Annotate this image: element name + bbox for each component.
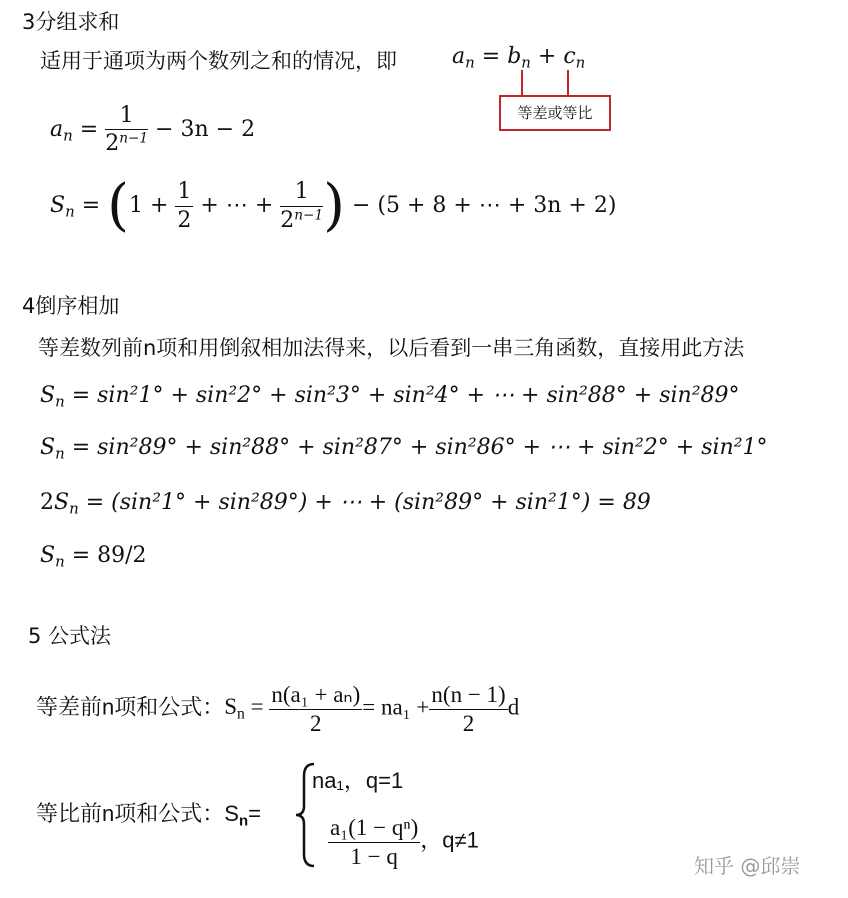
section-3-heading: 3分组求和: [22, 10, 120, 34]
section-5-heading: 5 公式法: [28, 624, 112, 648]
geometric-case-general: $\frac{\text{a₁(1 − qⁿ)}}{1 - q}$ ，q≠1: [330, 815, 479, 870]
section-4-description: 等差数列前n项和用倒叙相加法得来，以后看到一串三角函数，直接用此方法: [38, 336, 745, 360]
formula-an-decomposition: $a_n = b_n + c_n$: [452, 44, 586, 72]
geometric-sum-label: 等比前n项和公式：$S_n=$: [36, 801, 261, 830]
section-3-description: 适用于通项为两个数列之和的情况，即: [40, 49, 397, 73]
arithmetic-sum-formula: 等差前n项和公式：$S_n$ = $\frac{\text{n(a₁ + aₙ)}}{2}$ = na₁ + $\frac{n(n - 1)}{2}$ d: [36, 682, 520, 737]
formula-2sn: $2S_n = (\sin^21^\circ + \sin^289^\circ)$ + ⋯ + (sin²89° + sin²1°) = 89: [40, 490, 651, 518]
formula-an: $a_n$ = $\frac{1}{2^{n-1}}$ − 3n − 2: [50, 103, 256, 157]
watermark: 知乎 @邱崇: [694, 854, 801, 878]
formula-sn-group: $S_n = (1$ + $\frac{1}{2}$ + ⋯ + $\frac{1}{2^{n-1}}$ ) − (5 + 8 + ⋯ + 3n + 2): [50, 173, 617, 238]
geometric-case-q1: na₁，q=1: [312, 768, 404, 793]
formula-sn-forward: $S_n = \sin^21^\circ + \sin^22^\circ + \sin^23^\circ + \sin^24^\circ$ + ⋯ + sin²88° + sin²89°: [40, 383, 740, 411]
section-4-heading: 4倒序相加: [22, 294, 120, 318]
formula-sn-reverse: $S_n = \sin^289^\circ + \sin^288^\circ + \sin^287^\circ + \sin^286^\circ$ + ⋯ + sin²2° + sin²1°: [40, 435, 768, 463]
formula-sn-result: $S_n = 89/2$: [40, 543, 147, 571]
annotation-box: 等差或等比: [499, 95, 611, 131]
